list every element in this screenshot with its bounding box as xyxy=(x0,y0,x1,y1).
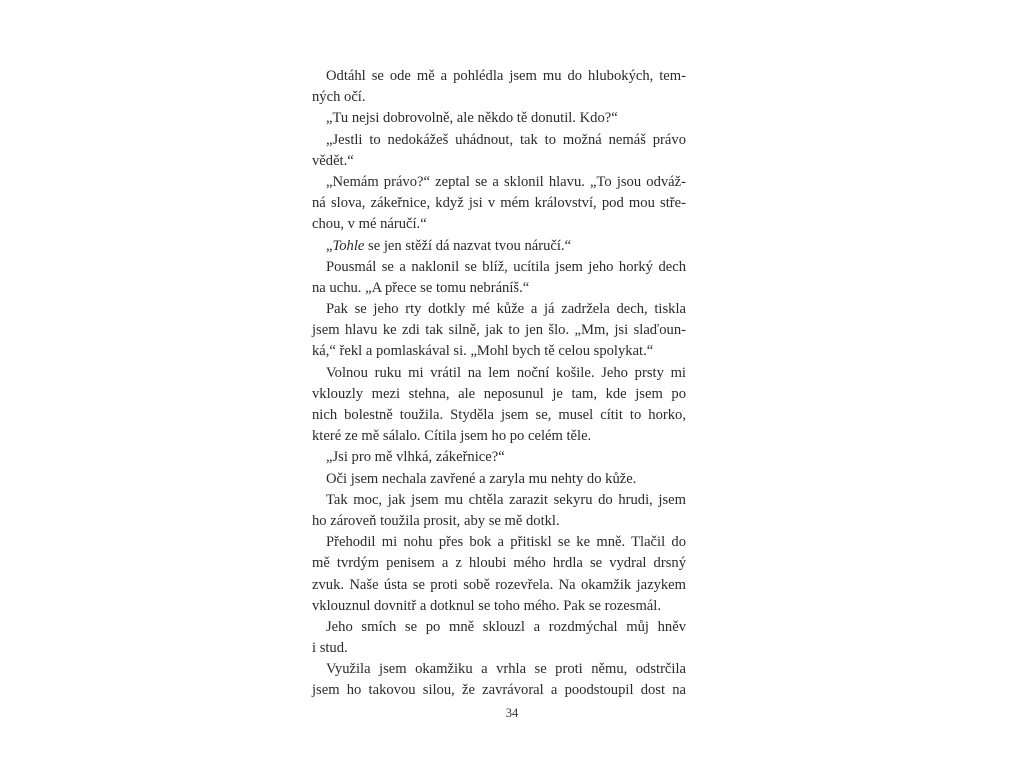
text-line: Pak se jeho rty dotkly mé kůže a já zadržela dech, tiskla xyxy=(326,301,686,318)
text-line: Volnou ruku mi vrátil na lem noční košile. Jeho prsty mi xyxy=(326,364,686,381)
text-line: „Nemám právo?“ zeptal se a sklonil hlavu. „To jsou odváž- xyxy=(326,173,686,190)
text-line: „Tohle se jen stěží dá nazvat tvou náručí.“ xyxy=(326,237,572,254)
paragraph xyxy=(312,66,686,108)
text-line: Jeho smích se po mně sklouzl a rozdmýchal můj hněv xyxy=(326,618,686,635)
paragraph xyxy=(312,299,686,363)
paragraph xyxy=(312,172,686,236)
paragraph xyxy=(312,532,686,617)
text-line: ných očí. xyxy=(312,89,366,106)
text-line: „Jsi pro mě vlhká, zákeřnice?“ xyxy=(326,449,505,466)
text-line: jsem hlavu ke zdi tak silně, jak to jen šlo. „Mm, jsi slaďoun- xyxy=(312,322,686,339)
text-line: „Jestli to nedokážeš uhádnout, tak to možná nemáš právo xyxy=(326,131,686,148)
paragraph xyxy=(312,469,686,490)
text-line: ná slova, zákeřnice, když jsi v mém království, pod mou stře- xyxy=(312,195,686,212)
text-line: ho zároveň toužila prosit, aby se mě dotkl. xyxy=(312,512,560,529)
text-line: Využila jsem okamžiku a vrhla se proti němu, odstrčila xyxy=(326,661,686,678)
text-line: Oči jsem nechala zavřené a zaryla mu nehty do kůže. xyxy=(326,470,637,487)
text-line: jsem ho takovou silou, že zavrávoral a poodstoupil dost na xyxy=(312,682,686,699)
paragraph xyxy=(312,130,686,172)
paragraph xyxy=(312,363,686,448)
text-line: na uchu. „A přece se tomu nebráníš.“ xyxy=(312,279,530,296)
page-number: 34 xyxy=(505,706,519,720)
paragraph xyxy=(312,447,686,468)
text-line: ká,“ řekl a pomlaskával si. „Mohl bych tě celou spolykat.“ xyxy=(312,343,654,360)
paragraph xyxy=(312,617,686,659)
text-line: Tak moc, jak jsem mu chtěla zarazit sekyru do hrudi, jsem xyxy=(326,491,686,508)
text-line: Odtáhl se ode mě a pohlédla jsem mu do hlubokých, tem- xyxy=(326,68,686,84)
text-line: vklouznul dovnitř a dotknul se toho mého. Pak se rozesmál. xyxy=(312,597,661,614)
text-line: vklouzly mezi stehna, ale neposunul je tam, kde jsem po xyxy=(312,385,686,402)
text-line: mě tvrdým penisem a z hloubi mého hrdla se vydral drsný xyxy=(312,555,686,572)
italic-word: Tohle xyxy=(332,237,365,254)
text-line: „Tu nejsi dobrovolně, ale někdo tě donutil. Kdo?“ xyxy=(326,110,618,127)
paragraph xyxy=(312,659,686,701)
paragraph xyxy=(312,108,686,129)
text-line: i stud. xyxy=(312,640,348,657)
text-line: Přehodil mi nohu přes bok a přitiskl se ke mně. Tlačil do xyxy=(326,534,686,551)
text-line: Pousmál se a naklonil se blíž, ucítila jsem jeho horký dech xyxy=(326,258,686,275)
paragraph xyxy=(312,236,686,257)
text-line: zvuk. Naše ústa se proti sobě rozevřela. Na okamžik jazykem xyxy=(312,576,686,593)
paragraph xyxy=(312,257,686,299)
paragraph xyxy=(312,490,686,532)
text-line: které ze mě sálalo. Cítila jsem ho po celém těle. xyxy=(312,428,592,445)
body-text xyxy=(312,66,686,702)
text-line: nich bolestně toužila. Styděla jsem se, musel cítit to horko, xyxy=(312,407,686,423)
text-line: vědět.“ xyxy=(312,152,354,169)
text-line: chou, v mé náručí.“ xyxy=(312,216,427,233)
